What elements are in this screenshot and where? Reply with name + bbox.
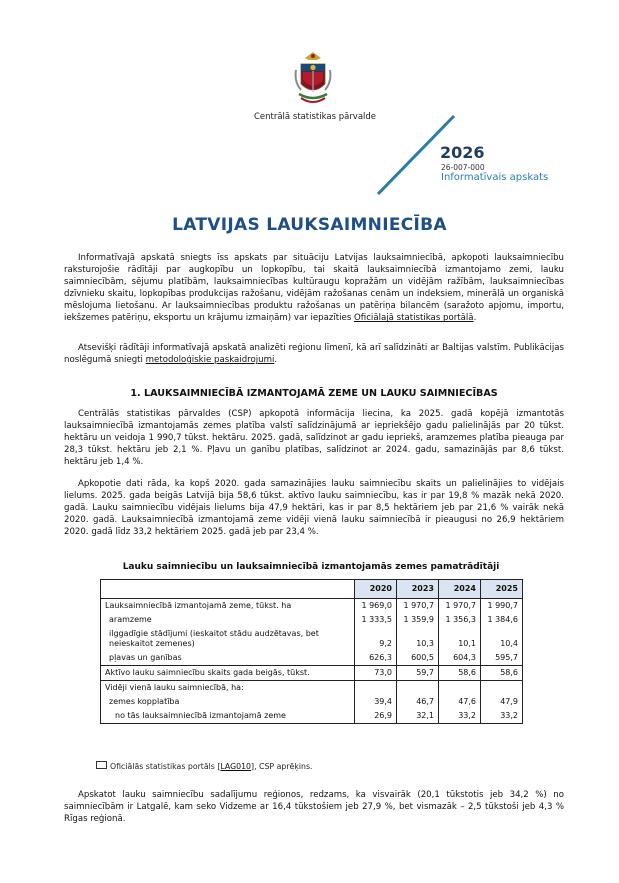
table-row-label: pļavas un ganības bbox=[101, 651, 355, 666]
table-row-label: aramzeme bbox=[101, 613, 355, 627]
table-cell-value: 10,1 bbox=[439, 627, 481, 651]
table-cell-value: 73,0 bbox=[355, 666, 397, 681]
table-cell-value: 26,9 bbox=[355, 709, 397, 724]
table-source-note bbox=[96, 761, 313, 771]
table-cell-value: 32,1 bbox=[397, 709, 439, 724]
table-row-label: ilggadīgie stādījumi (ieskaitot stādu audzētavas, bet neieskaitot zemenes) bbox=[101, 627, 355, 651]
table-row bbox=[101, 695, 523, 709]
table-cell-value: 1 990,7 bbox=[481, 599, 523, 614]
table-cell-value: 1 969,0 bbox=[355, 599, 397, 614]
table-row-label: Lauksaimniecībā izmantojamā zeme, tūkst. ha bbox=[101, 599, 355, 614]
book-icon bbox=[96, 761, 107, 769]
table-cell-value: 33,2 bbox=[439, 709, 481, 724]
section-heading: 1. LAUKSAIMNIECĪBĀ IZMANTOJAMĀ ZEME UN LAUKU SAIMNIECĪBAS bbox=[130, 388, 498, 399]
table-row bbox=[101, 627, 523, 651]
table-row-label: Vidēji vienā lauku saimniecībā, ha: bbox=[101, 681, 355, 696]
table-header-row bbox=[101, 580, 523, 599]
table-cell-value: 58,6 bbox=[481, 666, 523, 681]
section-paragraph-3-text: Apskatot lauku saimniecību sadalījumu reģionos, redzams, ka visvairāk (20,1 tūkstotis jeb 34,2 %) no saimniecībām ir Latgalē, kam seko Vidzeme ar 16,4 tūkstošiem jeb 27,9 %, bet vismazāk – 2,5 tūkstoši jeb 4,3 % Rīgas reģionā. bbox=[64, 790, 564, 825]
table-header-year: 2020 bbox=[355, 580, 397, 599]
section-paragraph-1 bbox=[64, 408, 564, 468]
section-paragraph-2-text: Apkopotie dati rāda, ka kopš 2020. gada samazinājies lauku saimniecību skaits un palielinājies to vidējais lielums. 2025. gada beigās Latvijā bija 58,6 tūkst. aktīvo lauku saimniecību, kas ir par 19,8 % mazāk nekā 2020. gadā. Lauku saimniecību vidējais lielums bija 47,9 hektāri, kas ir par 8,5 hektāriem jeb par 21,6 % vairāk nekā 2020. gadā. Lauksaimniecībā izmantojamā zeme vidēji vienā lauku saimniecībā ir pieaugusi no 26,9 hektāriem 2020. gadā līdz 33,2 hektāriem 2025. gadā jeb par 23,4 %. bbox=[64, 479, 564, 538]
table-cell-value: 1 970,7 bbox=[439, 599, 481, 614]
table-header-blank bbox=[101, 580, 355, 599]
section-paragraph-1-text: Centrālās statistikas pārvaldes (CSP) apkopotā informācija liecina, ka 2025. gadā kopējā izmantotās lauksaimniecībā izmantojamās zemes platība valstī salīdzinājumā ar iepriekšējo gadu palielinājās par 20 tūkst. hektāru un veidoja 1 990,7 tūkst. hektāru. 2025. gadā, salīdzinot ar gadu iepriekš, aramzemes platība pieauga par 28,3 tūkst. hektāru jeb 2,1 %. Pļavu un ganību platības, salīdzinot ar 2024. gadu, samazinājās par 8,6 tūkst. hektāru jeb 1,4 %. bbox=[64, 409, 564, 468]
table-row bbox=[101, 681, 523, 696]
intro-paragraph-1-text: Informatīvajā apskatā sniegts īss apskats par situāciju Latvijas lauksaimniecībā, apkopoti lauksaimniecību raksturojošie rādītāji par augkopību un lopkopību, tai skaitā lauksaimniecībā izmantojamo zemi, lauku saimniecībām, sējumu platībām, lauksaimniecības kultūraugu kopražām un vidējām ražībām, lauksaimniecības dzīvnieku skaitu, lopkopības produkcijas ražošanu, vidējām ražošanas cenām un indeksiem, minerālā un organiskā mēslojuma lietošanu. Ar lauksaimniecības produktu ražošanas un patēriņa bilancēm (saražoto apjomu, importu, iekšzemes patēriņu, eksportu un krājumu izmaiņām) var iepazīties bbox=[64, 253, 564, 324]
table-cell-value bbox=[397, 681, 439, 696]
table-row-label: no tās lauksaimniecībā izmantojamā zeme bbox=[101, 709, 355, 724]
table-cell-value: 47,9 bbox=[481, 695, 523, 709]
table-header-year: 2023 bbox=[397, 580, 439, 599]
table-cell-value: 1 333,5 bbox=[355, 613, 397, 627]
table-cell-value: 59,7 bbox=[397, 666, 439, 681]
source-prefix: Oficiālās statistikas portāls [ bbox=[110, 762, 221, 771]
source-link[interactable]: LAG010 bbox=[220, 762, 252, 771]
section-paragraph-3 bbox=[64, 789, 564, 825]
org-name: Centrālā statistikas pārvalde bbox=[253, 112, 377, 122]
intro-paragraph-1-end: . bbox=[473, 313, 477, 324]
table-row bbox=[101, 651, 523, 666]
table-cell-value: 1 970,7 bbox=[397, 599, 439, 614]
table-cell-value: 604,3 bbox=[439, 651, 481, 666]
table-row bbox=[101, 666, 523, 681]
table-row bbox=[101, 613, 523, 627]
table-cell-value: 10,3 bbox=[397, 627, 439, 651]
table-cell-value bbox=[481, 681, 523, 696]
table-cell-value: 10,4 bbox=[481, 627, 523, 651]
intro-paragraph-2-text: Atsevišķi rādītāji informatīvajā apskatā analizēti reģionu līmenī, kā arī salīdzināti ar Baltijas valstīm. Publikācijas noslēgumā sniegti bbox=[64, 343, 564, 366]
table-cell-value bbox=[439, 681, 481, 696]
table-cell-value: 1 384,6 bbox=[481, 613, 523, 627]
coat-of-arms-logo bbox=[293, 50, 333, 108]
table-cell-value: 626,3 bbox=[355, 651, 397, 666]
section-paragraph-2 bbox=[64, 478, 564, 538]
table-cell-value: 47,6 bbox=[439, 695, 481, 709]
data-table bbox=[100, 579, 523, 724]
table-caption: Lauku saimniecību un lauksaimniecībā izmantojamās zemes pamatrādītāji bbox=[122, 562, 500, 572]
methodology-link[interactable]: metodoloģiskie paskaidrojumi bbox=[145, 355, 275, 366]
table-cell-value: 46,7 bbox=[397, 695, 439, 709]
table-header-year: 2025 bbox=[481, 580, 523, 599]
table-cell-value: 1 359,9 bbox=[397, 613, 439, 627]
table-cell-value: 9,2 bbox=[355, 627, 397, 651]
intro-paragraph-2 bbox=[64, 342, 564, 366]
table-cell-value: 58,6 bbox=[439, 666, 481, 681]
publication-code: 26-007-000 bbox=[441, 163, 485, 172]
table-header-year: 2024 bbox=[439, 580, 481, 599]
intro-paragraph-2-end: . bbox=[274, 355, 278, 366]
table-cell-value: 39,4 bbox=[355, 695, 397, 709]
table-body bbox=[101, 599, 523, 724]
table-cell-value: 1 356,3 bbox=[439, 613, 481, 627]
intro-paragraph-1 bbox=[64, 252, 564, 325]
table-cell-value: 600,5 bbox=[397, 651, 439, 666]
table-cell-value: 595,7 bbox=[481, 651, 523, 666]
publication-year: 2026 bbox=[440, 143, 485, 162]
table-row-label: Aktīvo lauku saimniecību skaits gada beigās, tūkst. bbox=[101, 666, 355, 681]
portal-link[interactable]: Oficiālajā statistikas portālā bbox=[354, 313, 474, 324]
table-row bbox=[101, 709, 523, 724]
table-row bbox=[101, 599, 523, 614]
table-cell-value bbox=[355, 681, 397, 696]
page-title: LATVIJAS LAUKSAIMNIECĪBA bbox=[172, 215, 447, 235]
source-suffix: ], CSP aprēķins. bbox=[251, 762, 313, 771]
table-row-label: zemes kopplatība bbox=[101, 695, 355, 709]
document-type: Informatīvais apskats bbox=[441, 172, 549, 183]
table-cell-value: 33,2 bbox=[481, 709, 523, 724]
